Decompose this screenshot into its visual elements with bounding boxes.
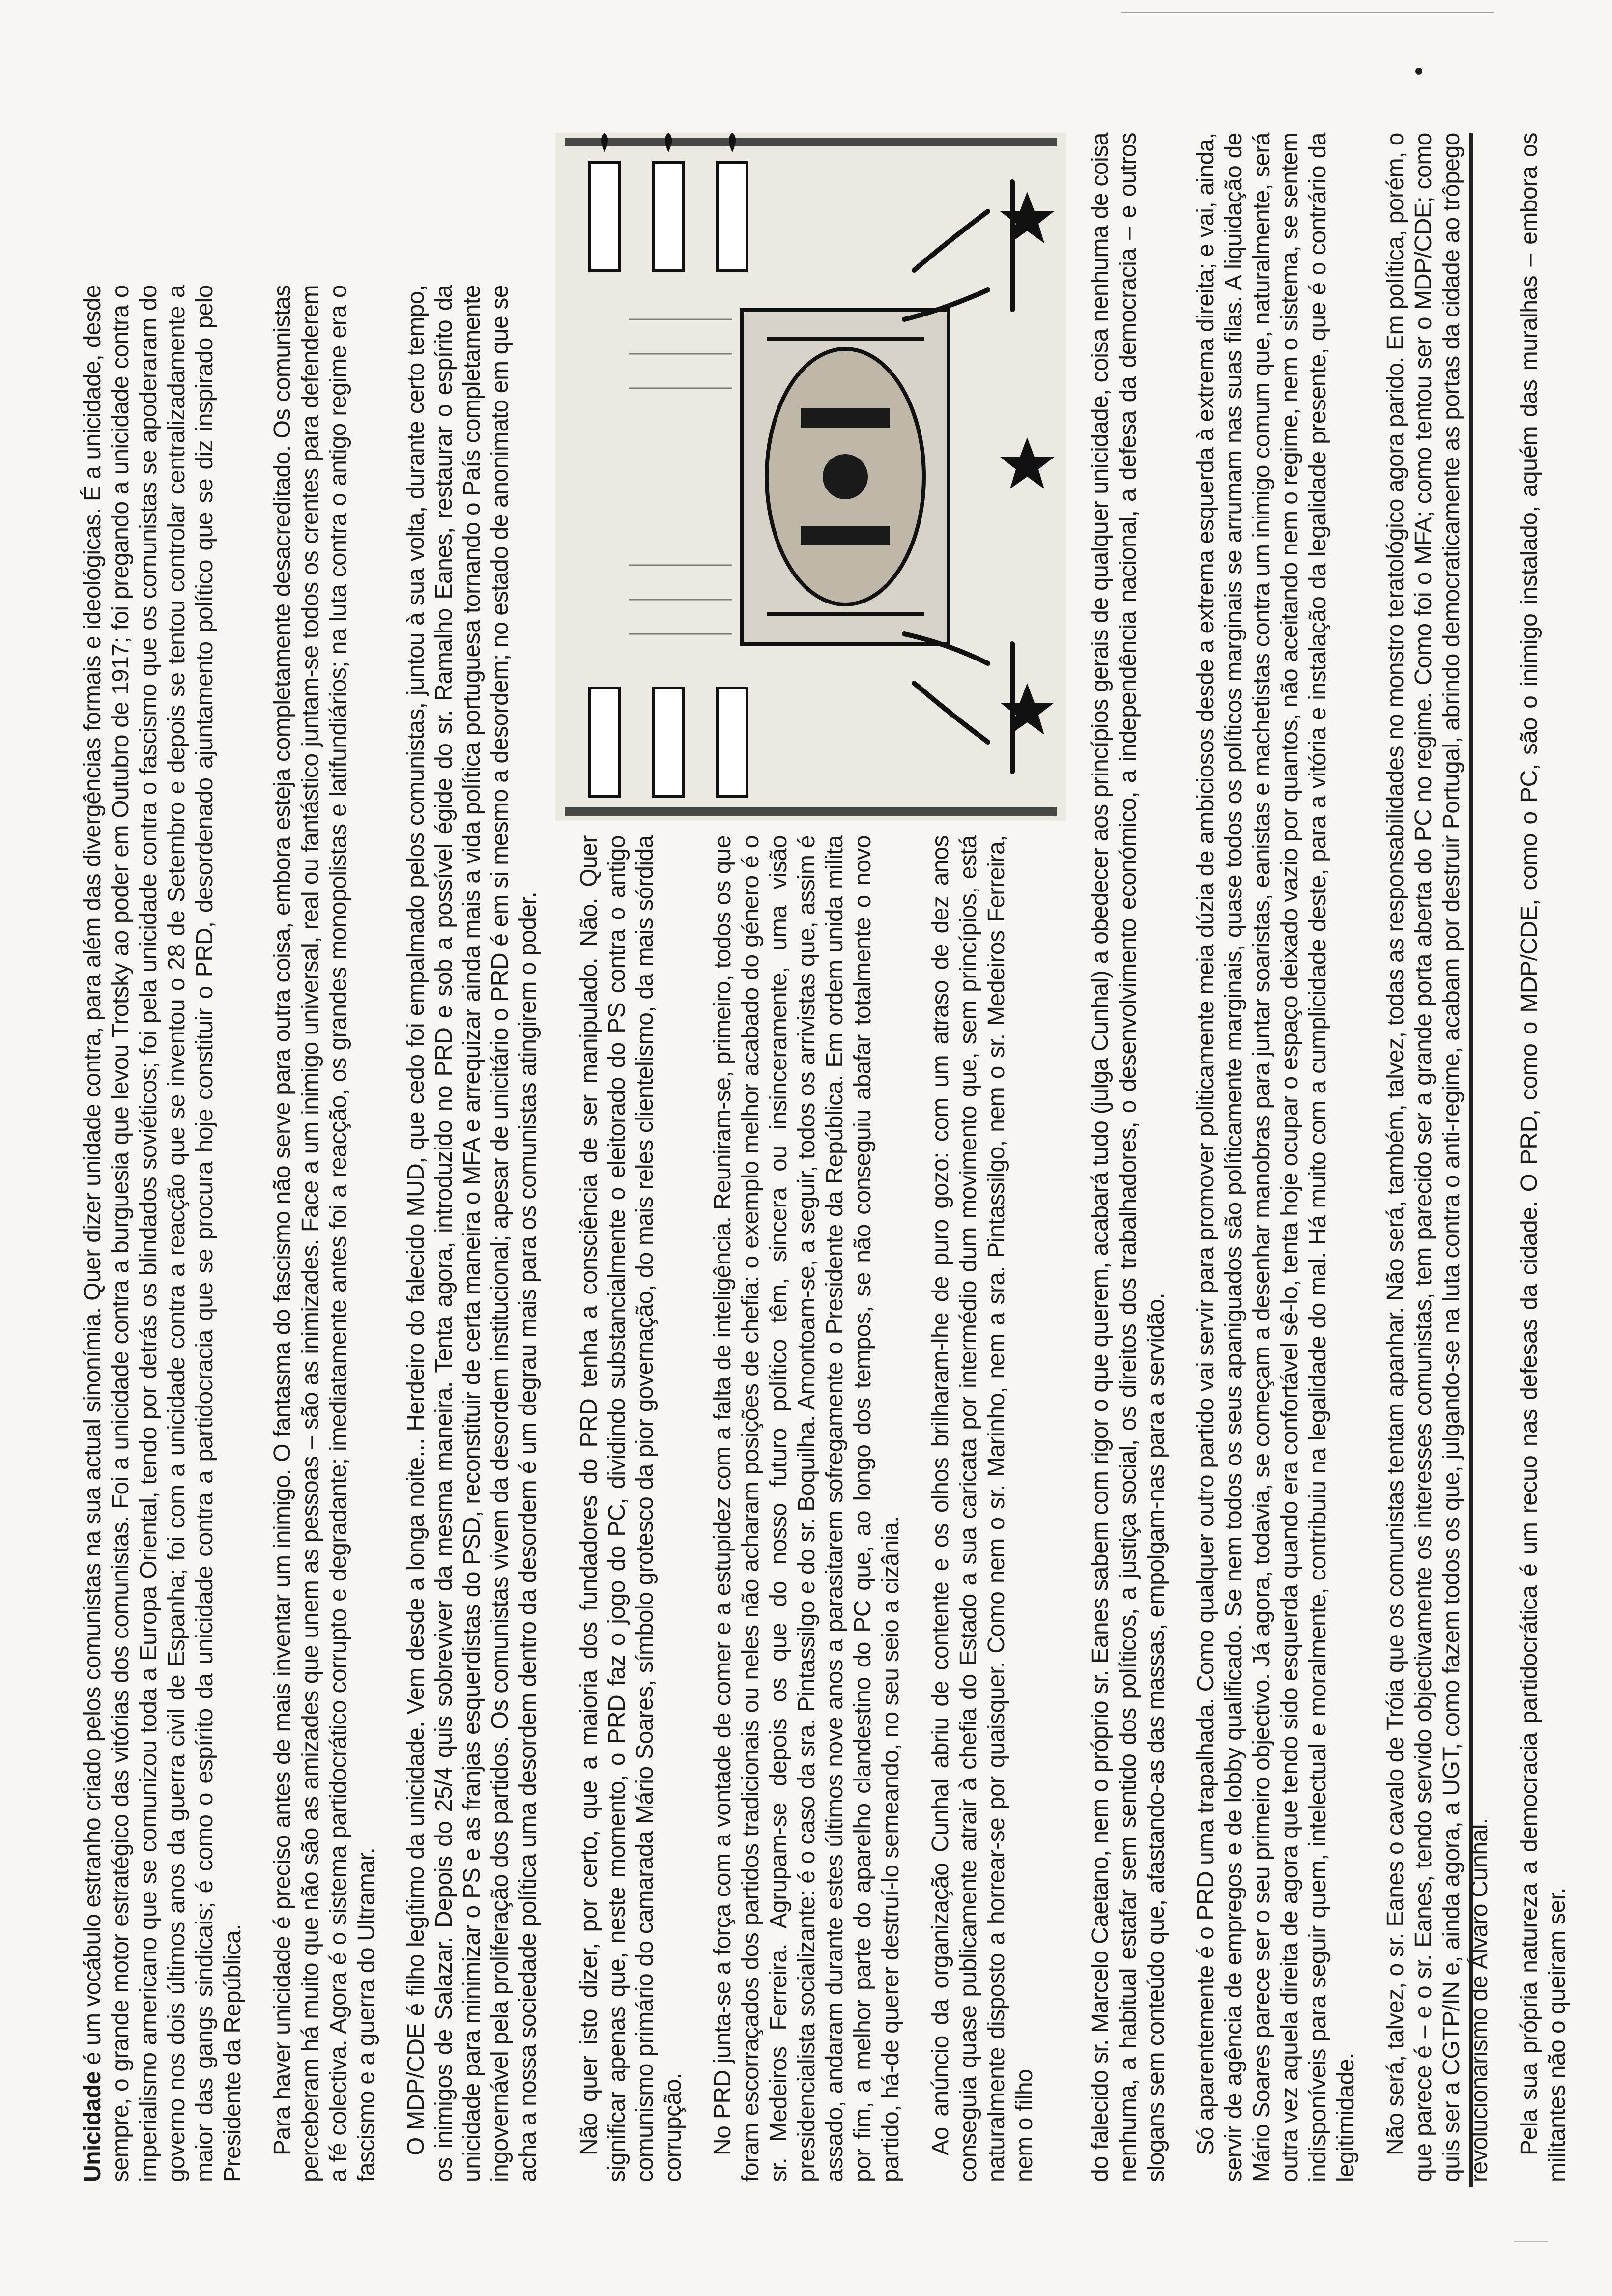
scan-mark — [1514, 2241, 1548, 2242]
article-illustration — [555, 133, 1066, 821]
paragraph-trapalhada: Só aparentemente é o PRD uma trapalhada. Como qualquer outro partido vai servir para promover politicamente meia dúzia de ambiciosos desde a extrema esquerda à extrema direita; e vai, ainda, servir de agência de empregos e de lobby qualificado. Se nem todos os seus apaniguados são políticamente marginais, quase todos os políticos marginais se arrumam nas suas filas. A liquidação de Mário Soares parece ser o seu primeiro objectivo. Já agora, todavia, se começam a desenhar manobras para juntar soaristas, eanistas e machetistas contra um inimigo comum que, naturalmente, será outra vez aquela direita de agora que tendo sido esquerda quando era confortável sê-lo, tenta hoje ocupar o espaço deixado vazio por quantos, não aceitando nem o regime, nem o sistema, se sentem indisponíveis para seguir quem, intelectual e moralmente, contribuiu na legalidade do mal. Há muito com a cumplicidade deste, para a vitória e instalação da legalidade presente, que é o contrário da legitimidade. — [1193, 133, 1359, 2182]
article-column-left — [79, 285, 541, 2182]
paragraph-fundadores: Não quer isto dizer, por certo, que a maioria dos fundadores do PRD tenha a consciência de ser manipulado. Não. Quer significar apenas que, neste momento, o PRD faz o jogo do PC, dividindo substancialmente o eleitorado do PS contra o antigo comunismo primário do camarada Mário Soares, símbolo grotesco da pior governação, do mais reles clientelismo, da mais sórdida corrupção. — [576, 835, 686, 2182]
paragraph-cunhal: Ao anúncio da organização Cunhal abriu de contente e os olhos brilharam-lhe de puro gozo: com um atraso de dez anos conseguia quase publicamente atrair à chefia do Estado a sua caricata por intermédio dum movimento que, sem princípios, está naturalmente disposto a horrear-se por quaisquer. Como nem o sr. Marinho, nem a sra. Pintassilgo, nem o sr. Medeiros Ferreira, nem o filho — [927, 835, 1037, 2182]
paragraph-no-prd: No PRD junta-se a força com a vontade de comer e a estupidez com a falta de inteligência. Reuniram-se, primeiro, todos os que foram escorraçados dos partidos tradicionais ou neles não acharam posições de chefia: o exemplo melhor acabado do género é o sr. Medeiros Ferreira. Agrupam-se depois os que do nosso futuro político têm, sincera ou insinceramente, uma visão presidencialista socializante: é o caso da sra. Pintassilgo e do sr. Boquilha. Amontoam-se, a seguir, todos os arrivistas que, assim é assado, andaram durante estes últimos nove anos a parasitarem sofregamente o Presidente da República. Em ordem unida milita por fim, a melhor parte do aparelho clandestino do PC que, ao longo dos tempos, se não conseguiu abafar totalmente o novo partido, há-de querer destruí-lo semeando, no seu seio a cizânia. — [710, 835, 904, 2182]
paragraph-caetano: do falecido sr. Marcelo Caetano, nem o próprio sr. Eanes sabem com rigor o que querem, acabará tudo (julga Cunhal) a obedecer aos princípios gerais de qualquer unicidade, coisa nenhuma de coisa nenhuma, a habitual estafar sem sentido dos políticos, a justiça social, os direitos dos trabalhadores, o desenvolvimento económico, a independência nacional, a defesa da democracia – e outros slogans sem conteúdo que, afastando-as das massas, empolgam-nas para a servidão. — [1087, 133, 1169, 2182]
lead-word: Unicidade — [80, 2071, 106, 2182]
scan-edge-line — [1121, 12, 1494, 13]
paragraph-conclusao: Pela sua própria natureza a democracia partidocrática é um recuo nas defesas da cidade. O PRD, como o MDP/CDE, como o PC, são o inimigo instalado, aquém das muralhas – embora os militantes não o queiram ser. — [1516, 133, 1570, 2182]
article-column-middle — [575, 835, 1066, 2182]
scan-dot — [1415, 68, 1422, 75]
paragraph-eanes: Não será, talvez, o sr. Eanes o cavalo de Tróia que os comunistas tentam apanhar. Não será, também, talvez, todas as responsabilidades no monstro teratológico agora parido. Em política, porém, o que parece é – e o sr. Eanes, tendo servido objectivamente os interesses comunistas, tem parecido ser a grande porta aberta do PC no regime. Como foi o MFA; como tentou ser o MDP/CDE; como quis ser a CGTP/IN e, ainda agora, a UGT, como fazem todos os que, julgando-se na luta contra o anti-regime, acabam por destruir Portugal, abrindo democraticamente as portas da cidade ao trôpego revolucionarismo de Álvaro Cunhal. — [1382, 133, 1493, 2182]
paragraph-unicidade — [79, 285, 247, 2182]
caricature-drawing — [555, 133, 1066, 821]
article-column-right — [1086, 133, 1570, 2182]
paragraph-inimigo: Para haver unicidade é preciso antes de mais inventar um inimigo. O fantasma do fascismo não serve para outra coisa, embora esteja completamente desacreditado. Os comunistas perceberam há muito que não são as amizades que unem as pessoas – são as inimizades. Face a um inimigo universal, real ou fantástico juntam-se todos os crentes para defenderem a fé colectiva. Agora é o sistema partidocrático corrupto e degradante; imediatamente antes foi a reacção, os grandes monopolistas e latifundiários; na luta contra o antigo regime era o fascismo e a guerra do Ultramar. — [269, 285, 379, 2182]
paragraph-text: é um vocábulo estranho criado pelos comunistas na sua actual sinonímia. Quer dizer unidade contra, para além das divergências formais e ideológicas. É a unicidade, desde sempre, o grande motor estratégico das vitórias dos comunistas. Foi a unicidade contra a burguesia que levou Trotsky ao poder em Outubro de 1917; foi pregando a unicidade contra o imperialismo americano que se comunizou toda a Europa Oriental, tendo por detrás os blindados soviéticos; foi pela unicidade contra o fascismo que os comunistas se apoderaram do governo nos dois últimos anos da guerra civil de Espanha; foi com a unicidade contra a reacção que se inventou o 28 de Setembro e depois se tentou controlar centralizadamente a maior das gangs sindicais; é como o espírito da unicidade contra a partidocracia que se procura hoje constituir o PRD, desordenado ajuntamento político que se diz inspirado pelo Presidente da República. — [80, 285, 246, 2182]
paragraph-mdp-cde: O MDP/CDE é filho legítimo da unicidade. Vem desde a longa noite... Herdeiro do falecido MUD, que cedo foi empalmado pelos comunistas, juntou à sua volta, durante certo tempo, os inimigos de Salazar. Depois do 25/4 quis sobreviver da mesma maneira. Tenta agora, introduzido no PRD e sob a possível égide do sr. Ramalho Eanes, restaurar o espírito da unicidade para minimizar o PS e as franjas esquerdistas do PSD, reconstituir de certa maneira o MFA e arrequizar ainda mais a vida política portuguesa tornando o País completamente ingovernável pela proliferação dos partidos. Os comunistas vivem da desordem institucional; apesar de unicitário o PRD é em si mesmo a desordem; no estado de anonimato em que se acha a nossa sociedade política uma desordem dentro da desordem é um degrau mais para os comunistas atingirem o poder. — [403, 285, 541, 2182]
